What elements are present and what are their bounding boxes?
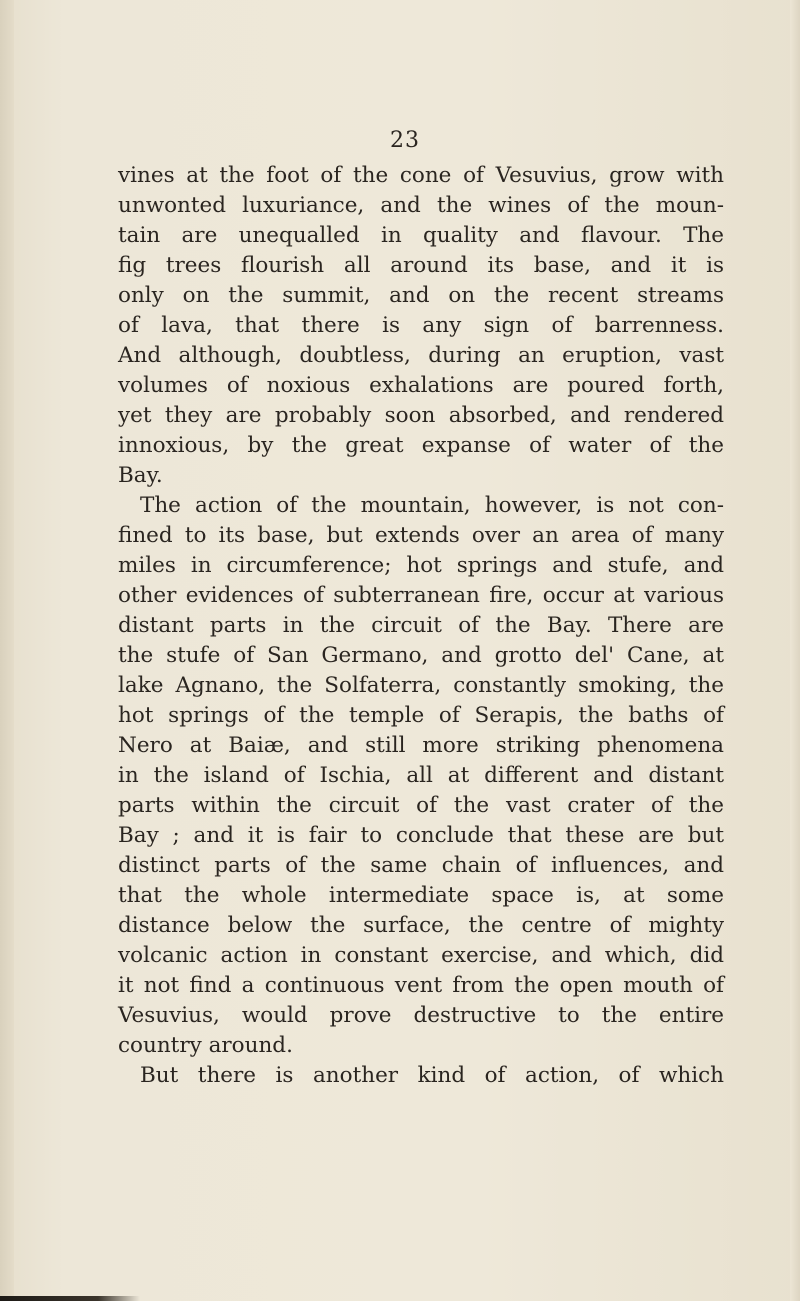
text-line: Nero at Baiæ, and still more striking phenomena	[118, 733, 724, 758]
text-line: innoxious, by the great expanse of water of the	[118, 433, 724, 458]
text-line: country around.	[118, 1033, 293, 1058]
text-line: The action of the mountain, however, is not con-	[140, 493, 724, 518]
text-line: fig trees flourish all around its base, and it is	[118, 253, 724, 278]
text-line: And although, doubtless, during an eruption, vast	[118, 343, 724, 368]
text-line: other evidences of subterranean fire, occur at various	[118, 583, 724, 608]
text-line: Bay.	[118, 463, 163, 488]
text-line: tain are unequalled in quality and flavour. The	[118, 223, 724, 248]
text-line: distance below the surface, the centre of mighty	[118, 913, 724, 938]
text-line: vines at the foot of the cone of Vesuvius, grow with	[118, 163, 724, 188]
text-line: Vesuvius, would prove destructive to the entire	[118, 1003, 724, 1028]
page-number: 23	[390, 128, 420, 153]
text-line: unwonted luxuriance, and the wines of the moun-	[118, 193, 724, 218]
text-line: volumes of noxious exhalations are poured forth,	[118, 373, 724, 398]
text-line: distant parts in the circuit of the Bay. There are	[118, 613, 724, 638]
text-line: that the whole intermediate space is, at some	[118, 883, 724, 908]
text-line: But there is another kind of action, of which	[140, 1063, 724, 1088]
text-line: only on the summit, and on the recent streams	[118, 283, 724, 308]
text-line: Bay ; and it is fair to conclude that these are but	[118, 823, 724, 848]
text-line: parts within the circuit of the vast crater of the	[118, 793, 724, 818]
text-line: distinct parts of the same chain of influences, and	[118, 853, 724, 878]
text-line: fined to its base, but extends over an area of many	[118, 523, 724, 548]
text-line: it not find a continuous vent from the open mouth of	[118, 973, 724, 998]
text-line: volcanic action in constant exercise, and which, did	[118, 943, 724, 968]
text-line: miles in circumference; hot springs and stufe, and	[118, 553, 724, 578]
scan-edge-shadow	[0, 1296, 140, 1301]
text-line: hot springs of the temple of Serapis, the baths of	[118, 703, 724, 728]
text-line: yet they are probably soon absorbed, and rendered	[118, 403, 724, 428]
body-text	[118, 161, 724, 1091]
page-gutter-edge	[0, 0, 14, 1301]
text-line: the stufe of San Germano, and grotto del' Cane, at	[118, 643, 724, 668]
page-right-edge	[790, 0, 800, 1301]
text-line: of lava, that there is any sign of barrenness.	[118, 313, 724, 338]
text-line: lake Agnano, the Solfaterra, constantly smoking, the	[118, 673, 724, 698]
text-line: in the island of Ischia, all at different and distant	[118, 763, 724, 788]
